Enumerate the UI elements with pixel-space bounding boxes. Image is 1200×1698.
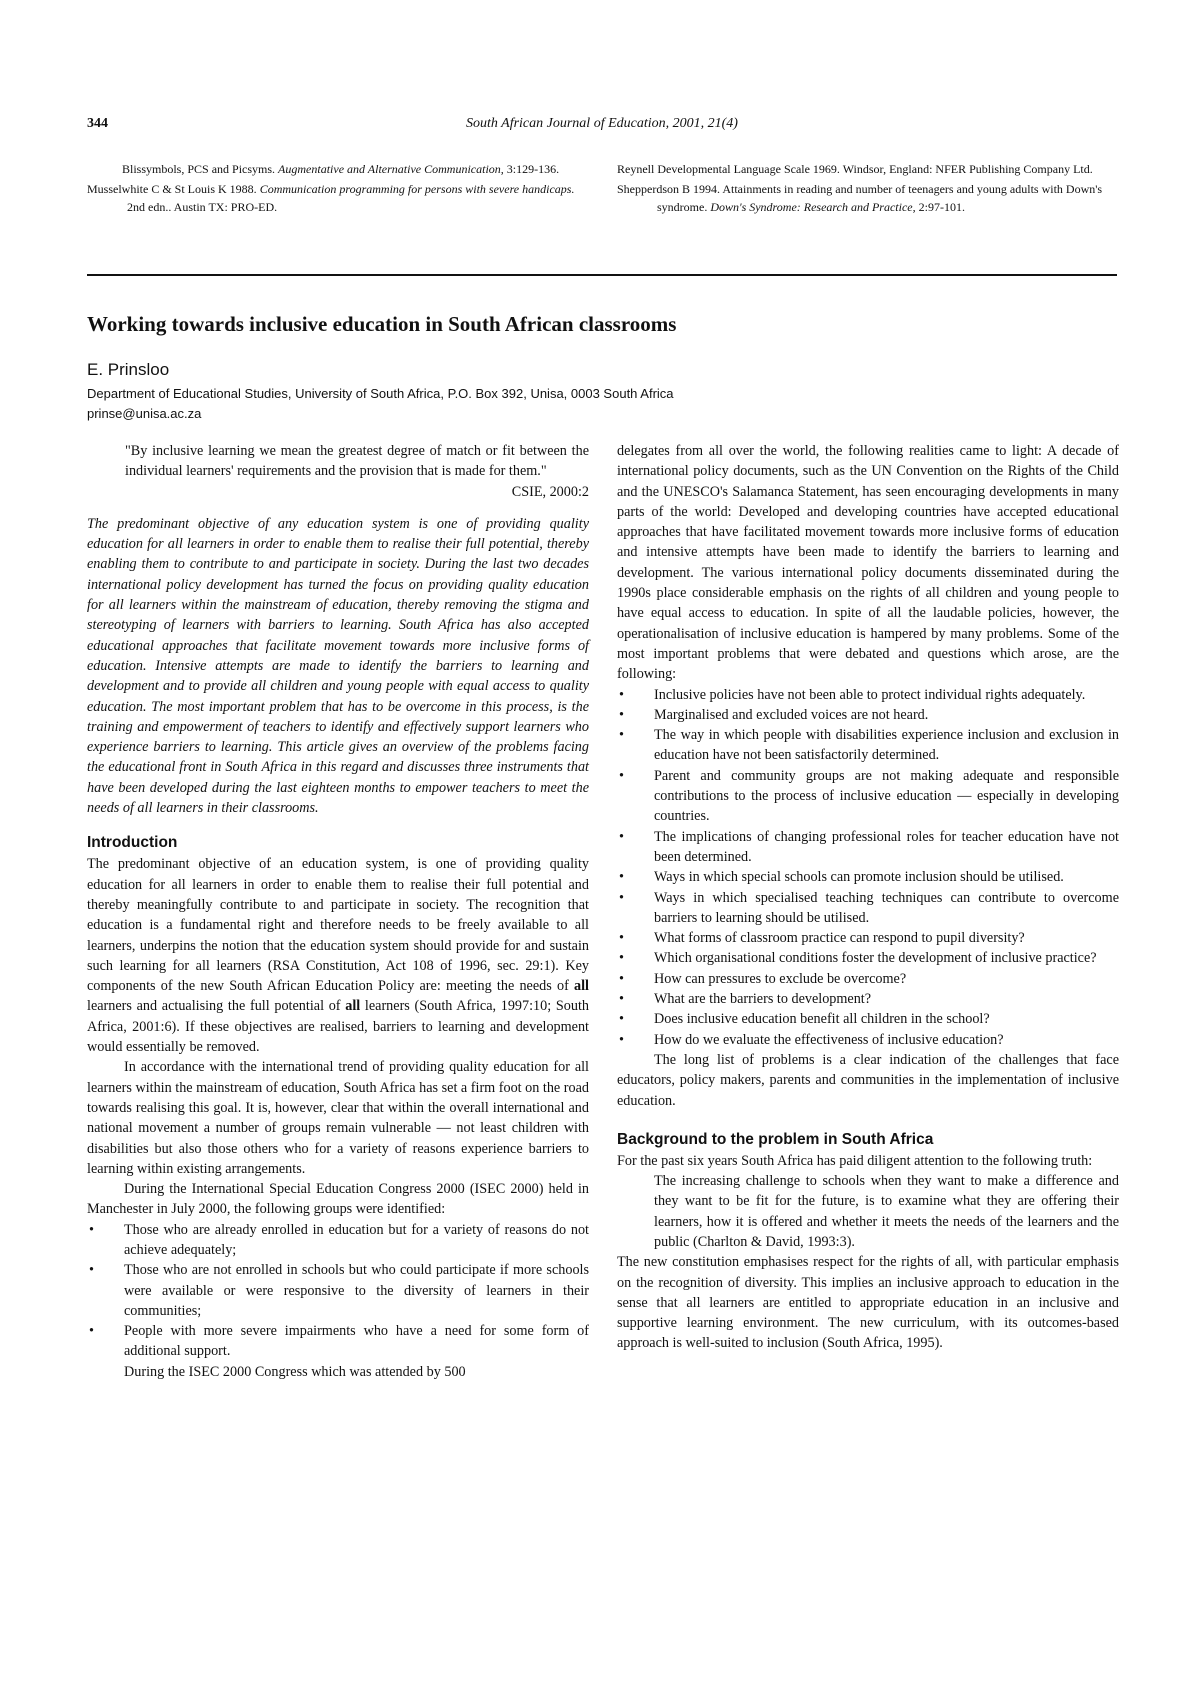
block-quote: The increasing challenge to schools when they want to make a difference and they want to be fit for the future, is to examine what they are offering their learners, how it is offered and whether it meets the needs of the learners and the public (Charlton & David, 1993:3). — [654, 1173, 1119, 1250]
reference-entry: Reynell Developmental Language Scale 1969. Windsor, England: NFER Publishing Company Ltd. — [617, 162, 1093, 176]
article-title: Working towards inclusive education in South African classrooms — [87, 312, 677, 336]
list-item: • Inclusive policies have not been able to protect individual rights adequately. — [617, 685, 1119, 705]
intro-paragraph-1: The predominant objective of an education system, is one of providing quality education for all learners in order to enable them to realise their full potential and thereby meaningfully contribute to and participate in society. The recognition that education is a fundamental right and therefore needs to be freely available to all learners, underpins the notion that the education system should provide for and sustain such learning for all learners (RSA Constitution, Act 108 of 1996, sec. 29:1). Key components of the new South African Education Policy are: meeting the needs of all learners and actualising the full potential of all learners (South Africa, 1997:10; South Africa, 2001:6). If these objectives are realised, barriers to learning and development would essentially be removed. — [87, 856, 589, 1056]
heading-background: Background to the problem in South Africa — [617, 1130, 934, 1148]
intro-paragraph-3: During the International Special Education Congress 2000 (ISEC 2000) held in Manchester in July 2000, the following groups were identified: — [87, 1181, 589, 1218]
list-item: • People with more severe impairments who have a need for some form of additional support. — [87, 1321, 589, 1362]
previous-article-references — [87, 160, 1117, 240]
list-item: • Parent and community groups are not making adequate and responsible contributions to the process of inclusive education — especially in developing countries. — [617, 766, 1119, 827]
continued-paragraph: delegates from all over the world, the following realities came to light: A decade of international policy documents, such as the UN Convention on the Rights of the Child and the UNESCO's Salamanca Statement, has seen encouraging developments in many parts of the world: Developed and developing countries have accepted educational approaches that have facilitated movement towards more inclusive forms of education and intensive attempts have been made to identify the barriers to learning and development. The various international policy documents disseminated during the 1990s place considerable emphasis on the rights of all children and young people to have equal access to education. In spite of all the laudable policies, however, the operationalisation of inclusive education is hampered by many problems. Some of the most important problems that were debated and questions which arose, are the following: — [617, 443, 1119, 683]
background-paragraph-2: The new constitution emphasises respect for the rights of all, with particular emphasis on the recognition of diversity. This implies an inclusive approach to education in the sense that all learners are entitled to appropriate education in an inclusive and supportive learning environment. The new curriculum, with its outcomes-based approach is well-suited to inclusion (South Africa, 1995). — [617, 1254, 1119, 1352]
list-item: • The implications of changing professional roles for teacher education have not been determined. — [617, 827, 1119, 868]
left-column — [87, 441, 589, 1382]
journal-title: South African Journal of Education, 2001, 21(4) — [466, 116, 738, 131]
list-item: • How do we evaluate the effectiveness of inclusive education? — [617, 1030, 1119, 1050]
background-paragraph-1: For the past six years South Africa has paid diligent attention to the following truth: — [617, 1152, 1093, 1169]
references-left-column — [87, 160, 587, 218]
reference-entry: Blissymbols, PCS and Picsyms. Augmentative and Alternative Communication, 3:129-136. — [122, 162, 560, 176]
author-email[interactable]: prinse@unisa.ac.za — [87, 406, 202, 421]
section-divider — [87, 274, 1117, 276]
references-right-column — [617, 160, 1117, 218]
list-item: • What forms of classroom practice can respond to pupil diversity? — [617, 928, 1119, 948]
list-item: • How can pressures to exclude be overcome? — [617, 969, 1119, 989]
problems-summary-paragraph: The long list of problems is a clear indication of the challenges that face educators, policy makers, parents and communities in the implementation of inclusive education. — [617, 1051, 1119, 1109]
list-item: • What are the barriers to development? — [617, 989, 1119, 1009]
author-name: E. Prinsloo — [87, 360, 170, 379]
list-item: • Those who are already enrolled in education but for a variety of reasons do not achieve adequately; — [87, 1220, 589, 1261]
right-column — [617, 441, 1119, 1354]
abstract: The predominant objective of any education system is one of providing quality education for all learners in order to enable them to realise their full potential, thereby enabling them to contribute to and participate in society. During the last two decades international policy development has turned the focus on providing quality education for all learners within the mainstream of education, thereby removing the stigma and stereotyping of learners with barriers to learning. South Africa has also accepted educational approaches that facilitate movement towards more inclusive forms of education. Intensive attempts are made to identify the barriers to learning and development and to provide all children and young people with equal access to quality education. The most important problem that has to be overcome in this process, is the training and empowerment of teachers to identify and effectively support learners who experience barriers to learning. This article gives an overview of the problems facing the educational front in South Africa in this regard and discusses three instruments that have been developed during the last eighteen months to empower teachers to meet the needs of all learners in their classrooms. — [87, 515, 589, 817]
epigraph-text: "By inclusive learning we mean the greatest degree of match or fit between the individual learners' requirements and the provision that is made for them." — [125, 443, 589, 480]
list-item: • The way in which people with disabilities experience inclusion and exclusion in education have not been satisfactorily determined. — [617, 725, 1119, 766]
intro-paragraph-2: In accordance with the international trend of providing quality education for all learners within the mainstream of education, South Africa has set a firm foot on the road towards realising this goal. It is, however, clear that within the overall international and national movement a number of groups remain vulnerable — not least children with disabilities but also those others who for a variety of reasons experience barriers to learning within existing arrangements. — [87, 1059, 589, 1177]
reference-entry: Musselwhite C & St Louis K 1988. Communication programming for persons with severe handicaps. 2nd edn.. Austin TX: PRO-ED. — [87, 182, 575, 214]
author-affiliation — [87, 384, 1117, 424]
reference-entry: Shepperdson B 1994. Attainments in reading and number of teenagers and young adults with Down's syndrome. Down's Syndrome: Research and Practice, 2:97-101. — [617, 182, 1103, 214]
intro-paragraph-4: During the ISEC 2000 Congress which was attended by 500 — [124, 1363, 466, 1380]
running-header — [87, 116, 1117, 138]
affiliation-text: Department of Educational Studies, University of South Africa, P.O. Box 392, Unisa, 0003 South Africa — [87, 386, 674, 401]
epigraph — [87, 441, 589, 502]
page-number: 344 — [87, 116, 108, 131]
list-item: • Those who are not enrolled in schools but who could participate if more schools were available or were responsive to the diversity of learners in their communities; — [87, 1260, 589, 1321]
list-item: • Does inclusive education benefit all children in the school? — [617, 1009, 1119, 1029]
vulnerable-groups-list — [87, 1220, 589, 1362]
problems-list — [617, 685, 1119, 1050]
epigraph-source: CSIE, 2000:2 — [511, 483, 589, 500]
list-item: • Marginalised and excluded voices are not heard. — [617, 705, 1119, 725]
list-item: • Which organisational conditions foster the development of inclusive practice? — [617, 948, 1119, 968]
heading-introduction: Introduction — [87, 834, 178, 852]
list-item: • Ways in which special schools can promote inclusion should be utilised. — [617, 867, 1119, 887]
list-item: • Ways in which specialised teaching techniques can contribute to overcome barriers to learning should be utilised. — [617, 888, 1119, 929]
